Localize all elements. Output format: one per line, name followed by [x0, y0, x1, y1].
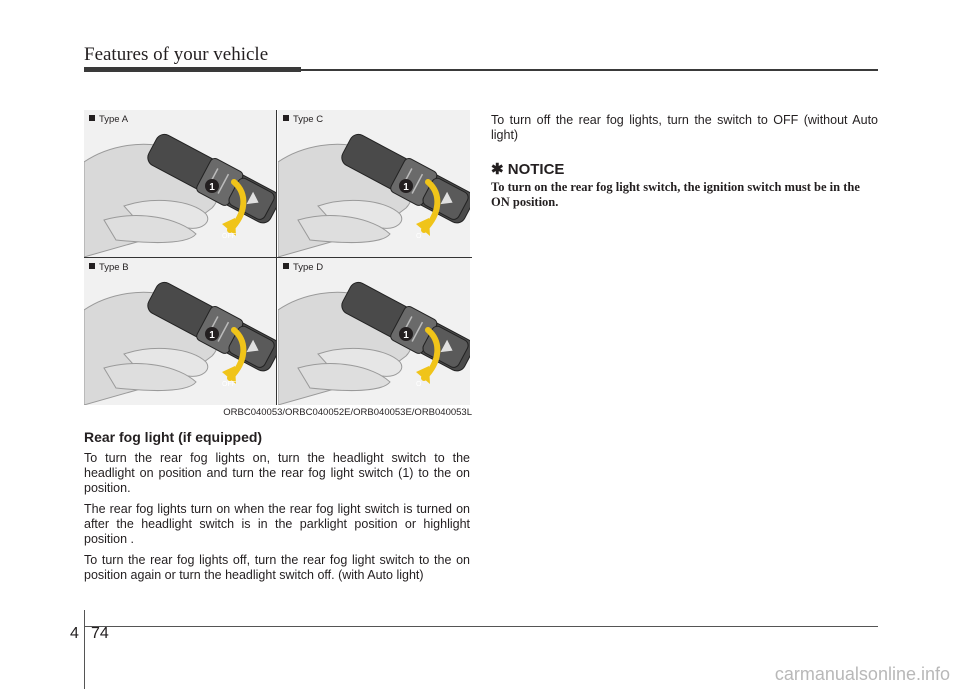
body-paragraph: The rear fog lights turn on when the rear fog light switch is turned on after the headlight switch is in the parklight position or highlight position . [84, 502, 470, 546]
switch-illustration [278, 110, 470, 257]
left-body-text [84, 451, 470, 589]
panel-label: Type D [283, 262, 323, 273]
panel-label: Type A [89, 114, 128, 125]
figure-panel-type-a [84, 110, 276, 257]
callout-number: 1 [209, 330, 215, 341]
bullet-square-icon [283, 263, 289, 269]
figure-panel-type-c [278, 110, 470, 257]
switch-position-text: OFF [222, 381, 236, 388]
body-paragraph: To turn the rear fog lights off, turn the rear fog light switch to the on position again or turn the headlight switch off. (with Auto light) [84, 553, 470, 582]
header-rule-thick [84, 67, 301, 72]
notice-text: To turn on the rear fog light switch, the ignition switch must be in the ON position. [491, 180, 860, 209]
bullet-square-icon [89, 115, 95, 121]
figure-panel-type-d [278, 258, 470, 405]
page-number: 74 [91, 625, 109, 642]
bullet-square-icon [89, 263, 95, 269]
figure-divider-horizontal [84, 257, 472, 258]
section-heading: Rear fog light (if equipped) [84, 429, 263, 445]
switch-position-text: OFF [222, 233, 236, 240]
notice-star-icon: ✱ [491, 161, 504, 178]
body-paragraph: To turn the rear fog lights on, turn the headlight switch to the headlight on position and turn the rear fog light switch (1) to the on position. [84, 451, 470, 495]
notice-title: ✱ NOTICE [491, 161, 565, 178]
callout-number: 1 [403, 330, 409, 341]
footer-divider [84, 610, 85, 689]
switch-illustration [84, 258, 276, 405]
figure-panel-type-b [84, 258, 276, 405]
footer-rule [84, 626, 878, 627]
chapter-number: 4 [70, 625, 79, 642]
panel-label: Type C [283, 114, 323, 125]
watermark: carmanualsonline.info [774, 664, 950, 684]
panel-label: Type B [89, 262, 129, 273]
bullet-square-icon [283, 115, 289, 121]
body-paragraph: To turn off the rear fog lights, turn the switch to OFF (without Auto light) [491, 113, 878, 142]
header-rule-thin [301, 69, 878, 71]
figure-caption: ORBC040053/ORBC040052E/ORB040053E/ORB040053L [223, 407, 472, 418]
switch-illustration [84, 110, 276, 257]
fog-switch-figure [84, 110, 472, 418]
switch-illustration [278, 258, 470, 405]
switch-position-text: O [416, 381, 422, 388]
callout-number: 1 [209, 182, 215, 193]
right-body-text [491, 113, 878, 143]
switch-position-text: O [416, 233, 422, 240]
page-header-title: Features of your vehicle [84, 44, 269, 65]
callout-number: 1 [403, 182, 409, 193]
